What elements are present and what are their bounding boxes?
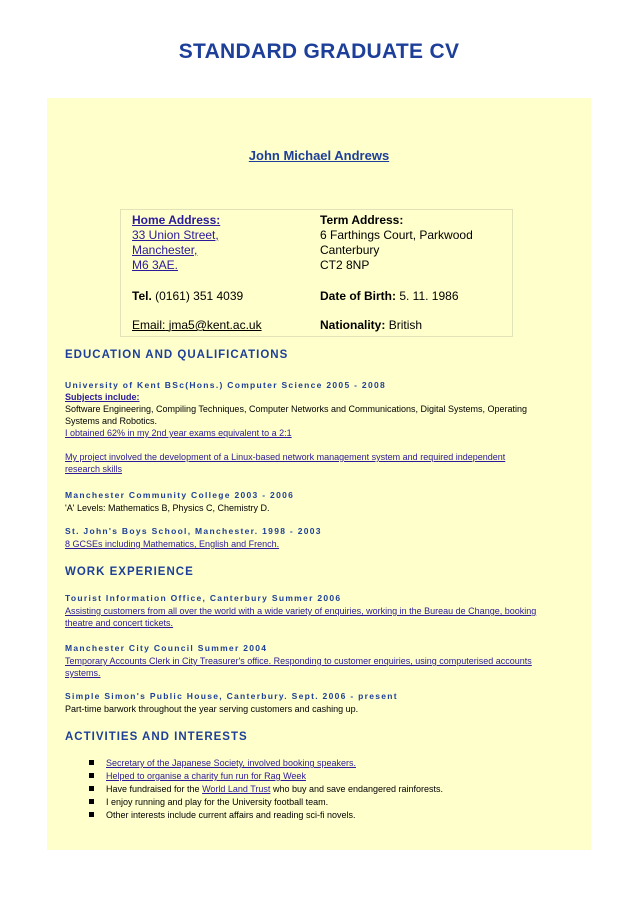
activity-text: Have fundraised for the (106, 784, 203, 794)
activity-link[interactable]: Helped to organise a charity fun run for Rag Week (106, 771, 306, 781)
subjects-label[interactable]: Subjects include: (65, 392, 140, 402)
home-address-block (132, 213, 220, 273)
project-link[interactable]: research skills (65, 464, 123, 474)
term-address-line: Canterbury (320, 243, 380, 257)
home-address-line[interactable]: Manchester, (132, 243, 198, 257)
candidate-name: John Michael Andrews (248, 148, 390, 163)
council-link[interactable]: systems. (65, 668, 101, 678)
contact-box (120, 209, 513, 337)
list-item (89, 770, 569, 783)
tourist-office-link[interactable]: Assisting customers from all over the world with a wide variety of enquiries, working in the Bureau de Change, booking (65, 606, 537, 616)
list-item (89, 783, 569, 796)
dob-label: Date of Birth: (320, 289, 396, 303)
subjects-line: Software Engineering, Compiling Techniques, Computer Networks and Communications, Digital Systems, Operating (65, 404, 528, 414)
bullet-square-icon (89, 773, 94, 778)
activities-list (89, 757, 569, 822)
term-address-line: CT2 8NP (320, 258, 370, 272)
college-heading: Manchester Community College 2003 - 2006 (65, 490, 295, 500)
home-address-line[interactable]: M6 3AE. (132, 258, 179, 272)
council-heading: Manchester City Council Summer 2004 (65, 643, 268, 653)
bullet-square-icon (89, 760, 94, 765)
grade-link[interactable]: I obtained 62% in my 2nd year exams equivalent to a 2:1 (65, 428, 292, 438)
activity-link[interactable]: Secretary of the Japanese Society, involved booking speakers. (106, 758, 356, 768)
kent-heading: University of Kent BSc(Hons.) Computer Science 2005 - 2008 (65, 380, 387, 390)
term-address-line: 6 Farthings Court, Parkwood (320, 228, 473, 242)
nationality-value: British (388, 318, 423, 332)
bullet-square-icon (89, 799, 94, 804)
world-land-trust-link[interactable]: World Land Trust (202, 784, 271, 794)
list-item (89, 796, 569, 809)
list-item (89, 809, 569, 822)
education-heading: EDUCATION AND QUALIFICATIONS (65, 349, 289, 361)
council-link[interactable]: Temporary Accounts Clerk in City Treasurer's office. Responding to customer enquiries, using computerised accounts (65, 656, 532, 666)
home-address-label[interactable]: Home Address: (132, 213, 221, 227)
activity-text: who buy and save endangered rainforests. (270, 784, 444, 794)
tourist-office-link[interactable]: theatre and concert tickets. (65, 618, 174, 628)
tel-value: (0161) 351 4039 (155, 289, 244, 303)
nationality-label: Nationality: (320, 318, 386, 332)
dob-row (320, 289, 459, 303)
email-label: Email: (132, 318, 166, 332)
tel-row (132, 289, 243, 303)
cv-title: STANDARD GRADUATE CV (178, 40, 460, 63)
term-address-label: Term Address: (320, 213, 404, 227)
pub-detail: Part-time barwork throughout the year serving customers and cashing up. (65, 704, 359, 714)
activities-heading: ACTIVITIES AND INTERESTS (65, 731, 248, 743)
school-detail-link[interactable]: 8 GCSEs including Mathematics, English and French. (65, 539, 280, 549)
activity-text: I enjoy running and play for the University football team. (106, 797, 329, 807)
bullet-square-icon (89, 812, 94, 817)
pub-heading: Simple Simon's Public House, Canterbury. Sept. 2006 - present (65, 691, 398, 701)
nationality-row (320, 318, 422, 332)
college-detail: 'A' Levels: Mathematics B, Physics C, Chemistry D. (65, 503, 270, 513)
project-link[interactable]: My project involved the development of a Linux-based network management system and required independent (65, 452, 506, 462)
cv-panel (47, 98, 591, 850)
home-address-line[interactable]: 33 Union Street, (132, 228, 219, 242)
list-item (89, 757, 569, 770)
term-address-block (320, 213, 473, 273)
tourist-office-heading: Tourist Information Office, Canterbury Summer 2006 (65, 593, 342, 603)
tel-label: Tel. (132, 289, 152, 303)
subjects-line: Systems and Robotics. (65, 416, 158, 426)
email-link[interactable] (132, 318, 262, 332)
bullet-square-icon (89, 786, 94, 791)
activity-text: Other interests include current affairs and reading sci-fi novels. (106, 810, 356, 820)
work-heading: WORK EXPERIENCE (65, 566, 194, 578)
school-heading: St. John's Boys School, Manchester. 1998 - 2003 (65, 526, 322, 536)
dob-value: 5. 11. 1986 (399, 289, 459, 303)
email-value: jma5@kent.ac.uk (168, 318, 262, 332)
